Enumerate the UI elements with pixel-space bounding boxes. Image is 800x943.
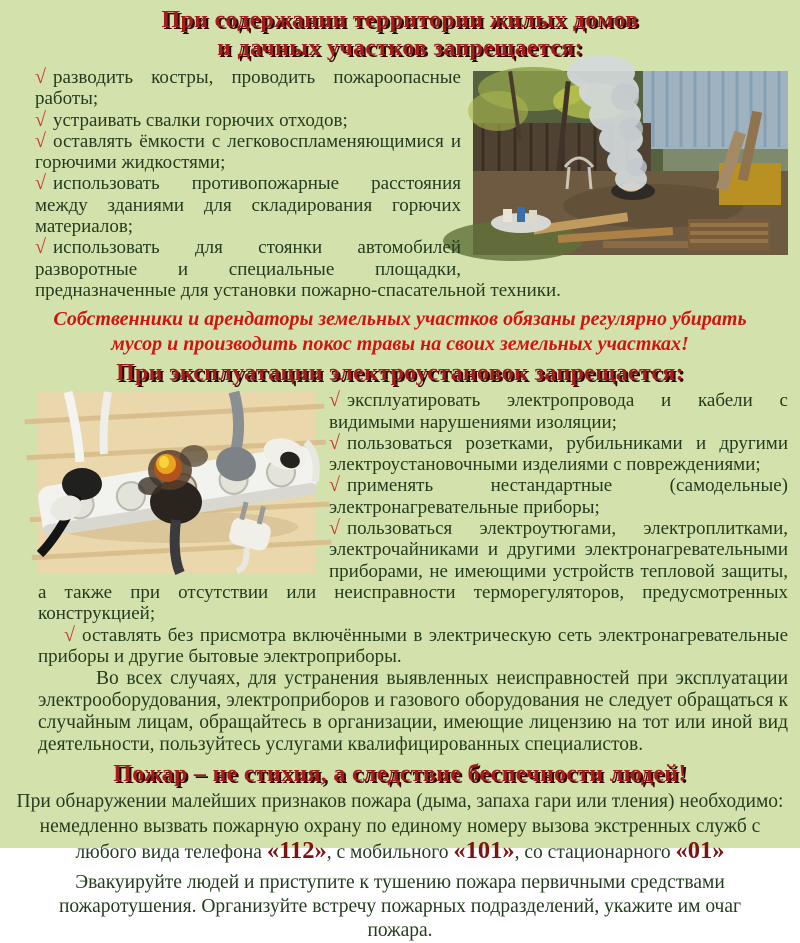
yard-fire-photo [473, 71, 788, 255]
emergency-number-112: «112» [266, 837, 327, 865]
emergency-instructions [0, 788, 800, 943]
prohibition-text: пользоваться электроутюгами, электроплитками, электрочайниками и другими электронагревательными приборами, не имеющими устройств тепловой защиты, а также при отсутствии или неисправности терморегуляторов, предусмотренных конструкцией; [38, 518, 788, 625]
emergency-line2: немедленно вызвать пожарную охрану по единому номеру вызова экстренных служб с [39, 815, 761, 837]
prohibition-text: использовать противопожарные расстояния между зданиями для складирования горючих материалов; [35, 173, 461, 238]
section1-title-line1: При содержании территории жилых домов [161, 7, 639, 33]
burning-socket-illustration [38, 392, 315, 573]
prohibition-text: оставлять без присмотра включёнными в электрическую сеть электронагревательные приборы и другие бытовые электроприборы. [38, 624, 788, 667]
emergency-phones-line [0, 839, 800, 866]
check-icon: √ [35, 236, 46, 259]
prohibition-text: применять нестандартные (самодельные) электронагревательные приборы; [329, 475, 788, 518]
prohibition-text: разводить костры, проводить пожароопасные работы; [35, 67, 461, 110]
check-icon: √ [329, 474, 340, 497]
check-icon: √ [64, 623, 75, 646]
check-icon: √ [35, 172, 46, 195]
evacuation-paragraph: Эвакуируйте людей и приступите к тушению пожара первичными средствами пожаротушения. Организуйте встречу пожарных подразделений, укажите им очаг пожара. [58, 871, 742, 941]
yard-fire-illustration [473, 71, 788, 255]
section2-body [0, 387, 800, 756]
section1-title [0, 0, 800, 62]
prohibition-text: использовать для стоянки автомобилей разворотные и специальные площадки, предназначенные для установки пожарно-спасательной техники. [35, 237, 561, 301]
prohibition-text: пользоваться розетками, рубильниками и другими электроустановочными изделиями с повреждениями; [329, 432, 788, 476]
check-icon: √ [329, 431, 340, 454]
prohibition-text: эксплуатировать электропровода и кабели с видимыми нарушениями изоляции; [329, 390, 788, 433]
check-icon: √ [329, 517, 340, 540]
section2-title: При эксплуатации электроустановок запрещается: [116, 360, 684, 387]
emergency-number-101: «101» [453, 837, 515, 865]
phones-text: , с мобильного [326, 842, 454, 864]
repairs-paragraph: Во всех случаях, для устранения выявленных неисправностей при эксплуатации электрооборудования, электроприборов и газового оборудования не следует обращаться к случайным лицам, обращайтесь в организации, имеющие лицензию на тот или иной вид деятельности, пользуйтесь услугами квалифицированных специалистов. [38, 668, 788, 756]
prohibition-text: оставлять ёмкости с легковоспламеняющимися и горючими жидкостями; [35, 130, 461, 174]
burning-socket-photo [38, 392, 315, 573]
check-icon: √ [35, 129, 46, 152]
phones-text: любого вида телефона [75, 842, 267, 864]
section1-body [0, 62, 800, 301]
prohibition-item [38, 625, 788, 668]
emergency-number-01: «01» [675, 837, 725, 865]
prohibition-text: устраивать свалки горючих отходов; [52, 109, 348, 131]
check-icon: √ [35, 108, 46, 131]
check-icon: √ [329, 389, 340, 412]
fire-slogan-title: Пожар – не стихия, а следствие беспечности людей! [113, 761, 687, 788]
emergency-line1: При обнаружении малейших признаков пожара (дыма, запаха гари или тления) необходимо: [16, 791, 784, 813]
phones-text: , со стационарного [514, 842, 676, 864]
check-icon: √ [35, 66, 46, 88]
landowners-notice: Собственники и арендаторы земельных участков обязаны регулярно убирать мусор и производить покос травы на своих земельных участках! [53, 308, 747, 356]
section1-title-line2: и дачных участков запрещается: [217, 35, 583, 61]
